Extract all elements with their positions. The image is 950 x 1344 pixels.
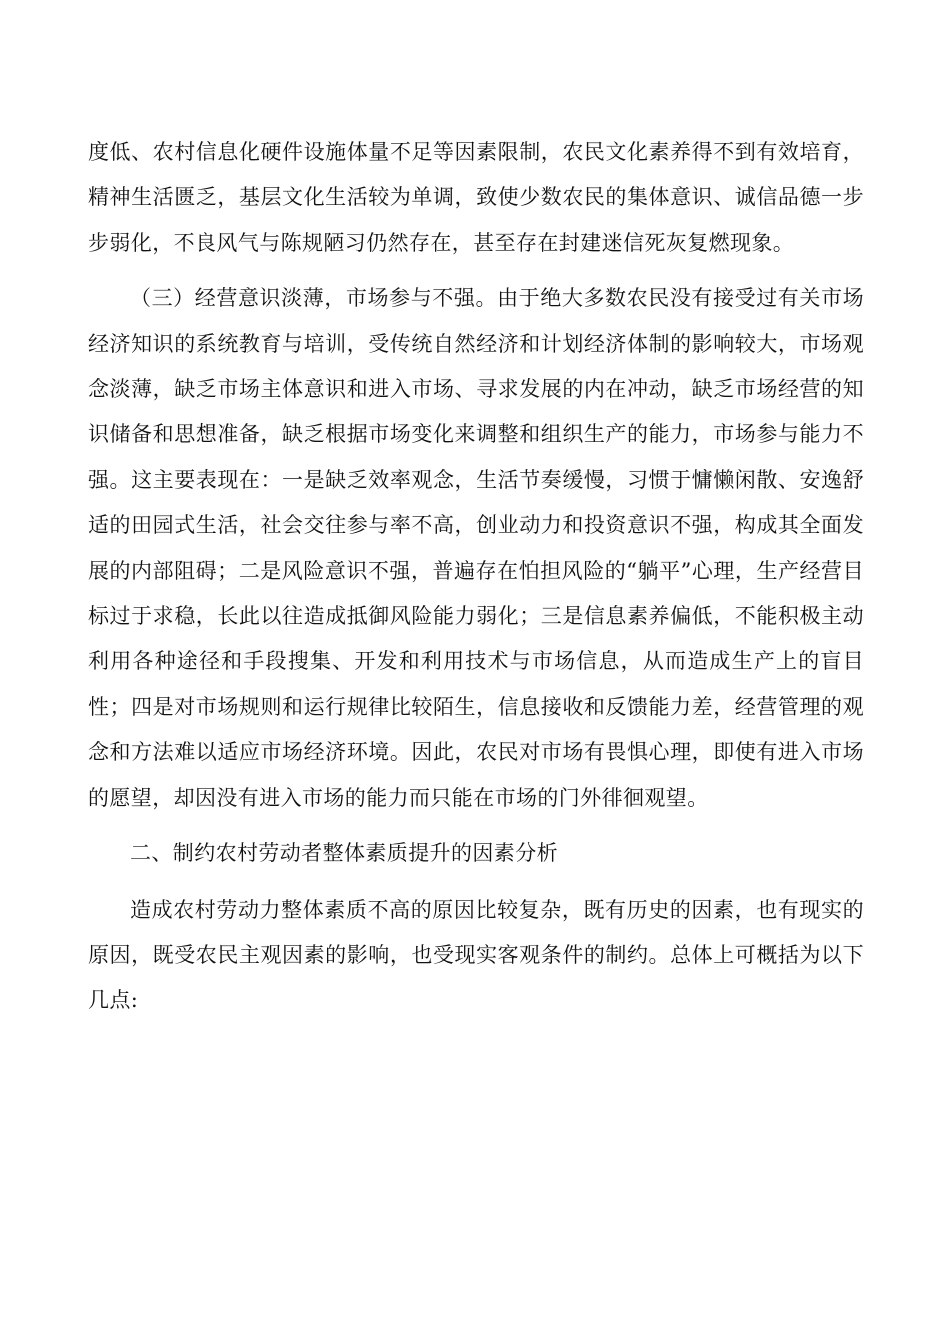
paragraph-continuation: 度低、农村信息化硬件设施体量不足等因素限制，农民文化素养得不到有效培育，精神生活匮乏，基层文化生活较为单调，致使少数农民的集体意识、诚信品德一步步弱化，不良风气与陈规陋习仍然存在，甚至存在封建迷信死灰复燃现象。 <box>88 140 864 255</box>
paragraph-business-awareness: （三）经营意识淡薄，市场参与不强。由于绝大多数农民没有接受过有关市场经济知识的系统教育与培训，受传统自然经济和计划经济体制的影响较大，市场观念淡薄，缺乏市场主体意识和进入市场、寻求发展的内在冲动，缺乏市场经营的知识储备和思想准备，缺乏根据市场变化来调整和组织生产的能力，市场参与能力不强。这主要表现在：一是缺乏效率观念，生活节奏缓慢，习惯于慵懒闲散、安逸舒适的田园式生活，社会交往参与率不高，创业动力和投资意识不强，构成其全面发展的内部阻碍；二是风险意识不强，普遍存在怕担风险的“躺平”心理，生产经营目标过于求稳，长此以往造成抵御风险能力弱化；三是信息素养偏低，不能积极主动利用各种途径和手段搜集、开发和利用技术与市场信息，从而造成生产上的盲目性；四是对市场规则和运行规律比较陌生，信息接收和反馈能力差，经营管理的观念和方法难以适应市场经济环境。因此，农民对市场有畏惧心理，即使有进入市场的愿望，却因没有进入市场的能力而只能在市场的门外徘徊观望。 <box>88 286 864 810</box>
section-heading: 二、制约农村劳动者整体素质提升的因素分析 <box>130 841 558 866</box>
document-body <box>88 130 864 1034</box>
paragraph-causes-intro: 造成农村劳动力整体素质不高的原因比较复杂，既有历史的因素，也有现实的原因，既受农民主观因素的影响，也受现实客观条件的制约。总体上可概括为以下几点: <box>88 897 864 1013</box>
